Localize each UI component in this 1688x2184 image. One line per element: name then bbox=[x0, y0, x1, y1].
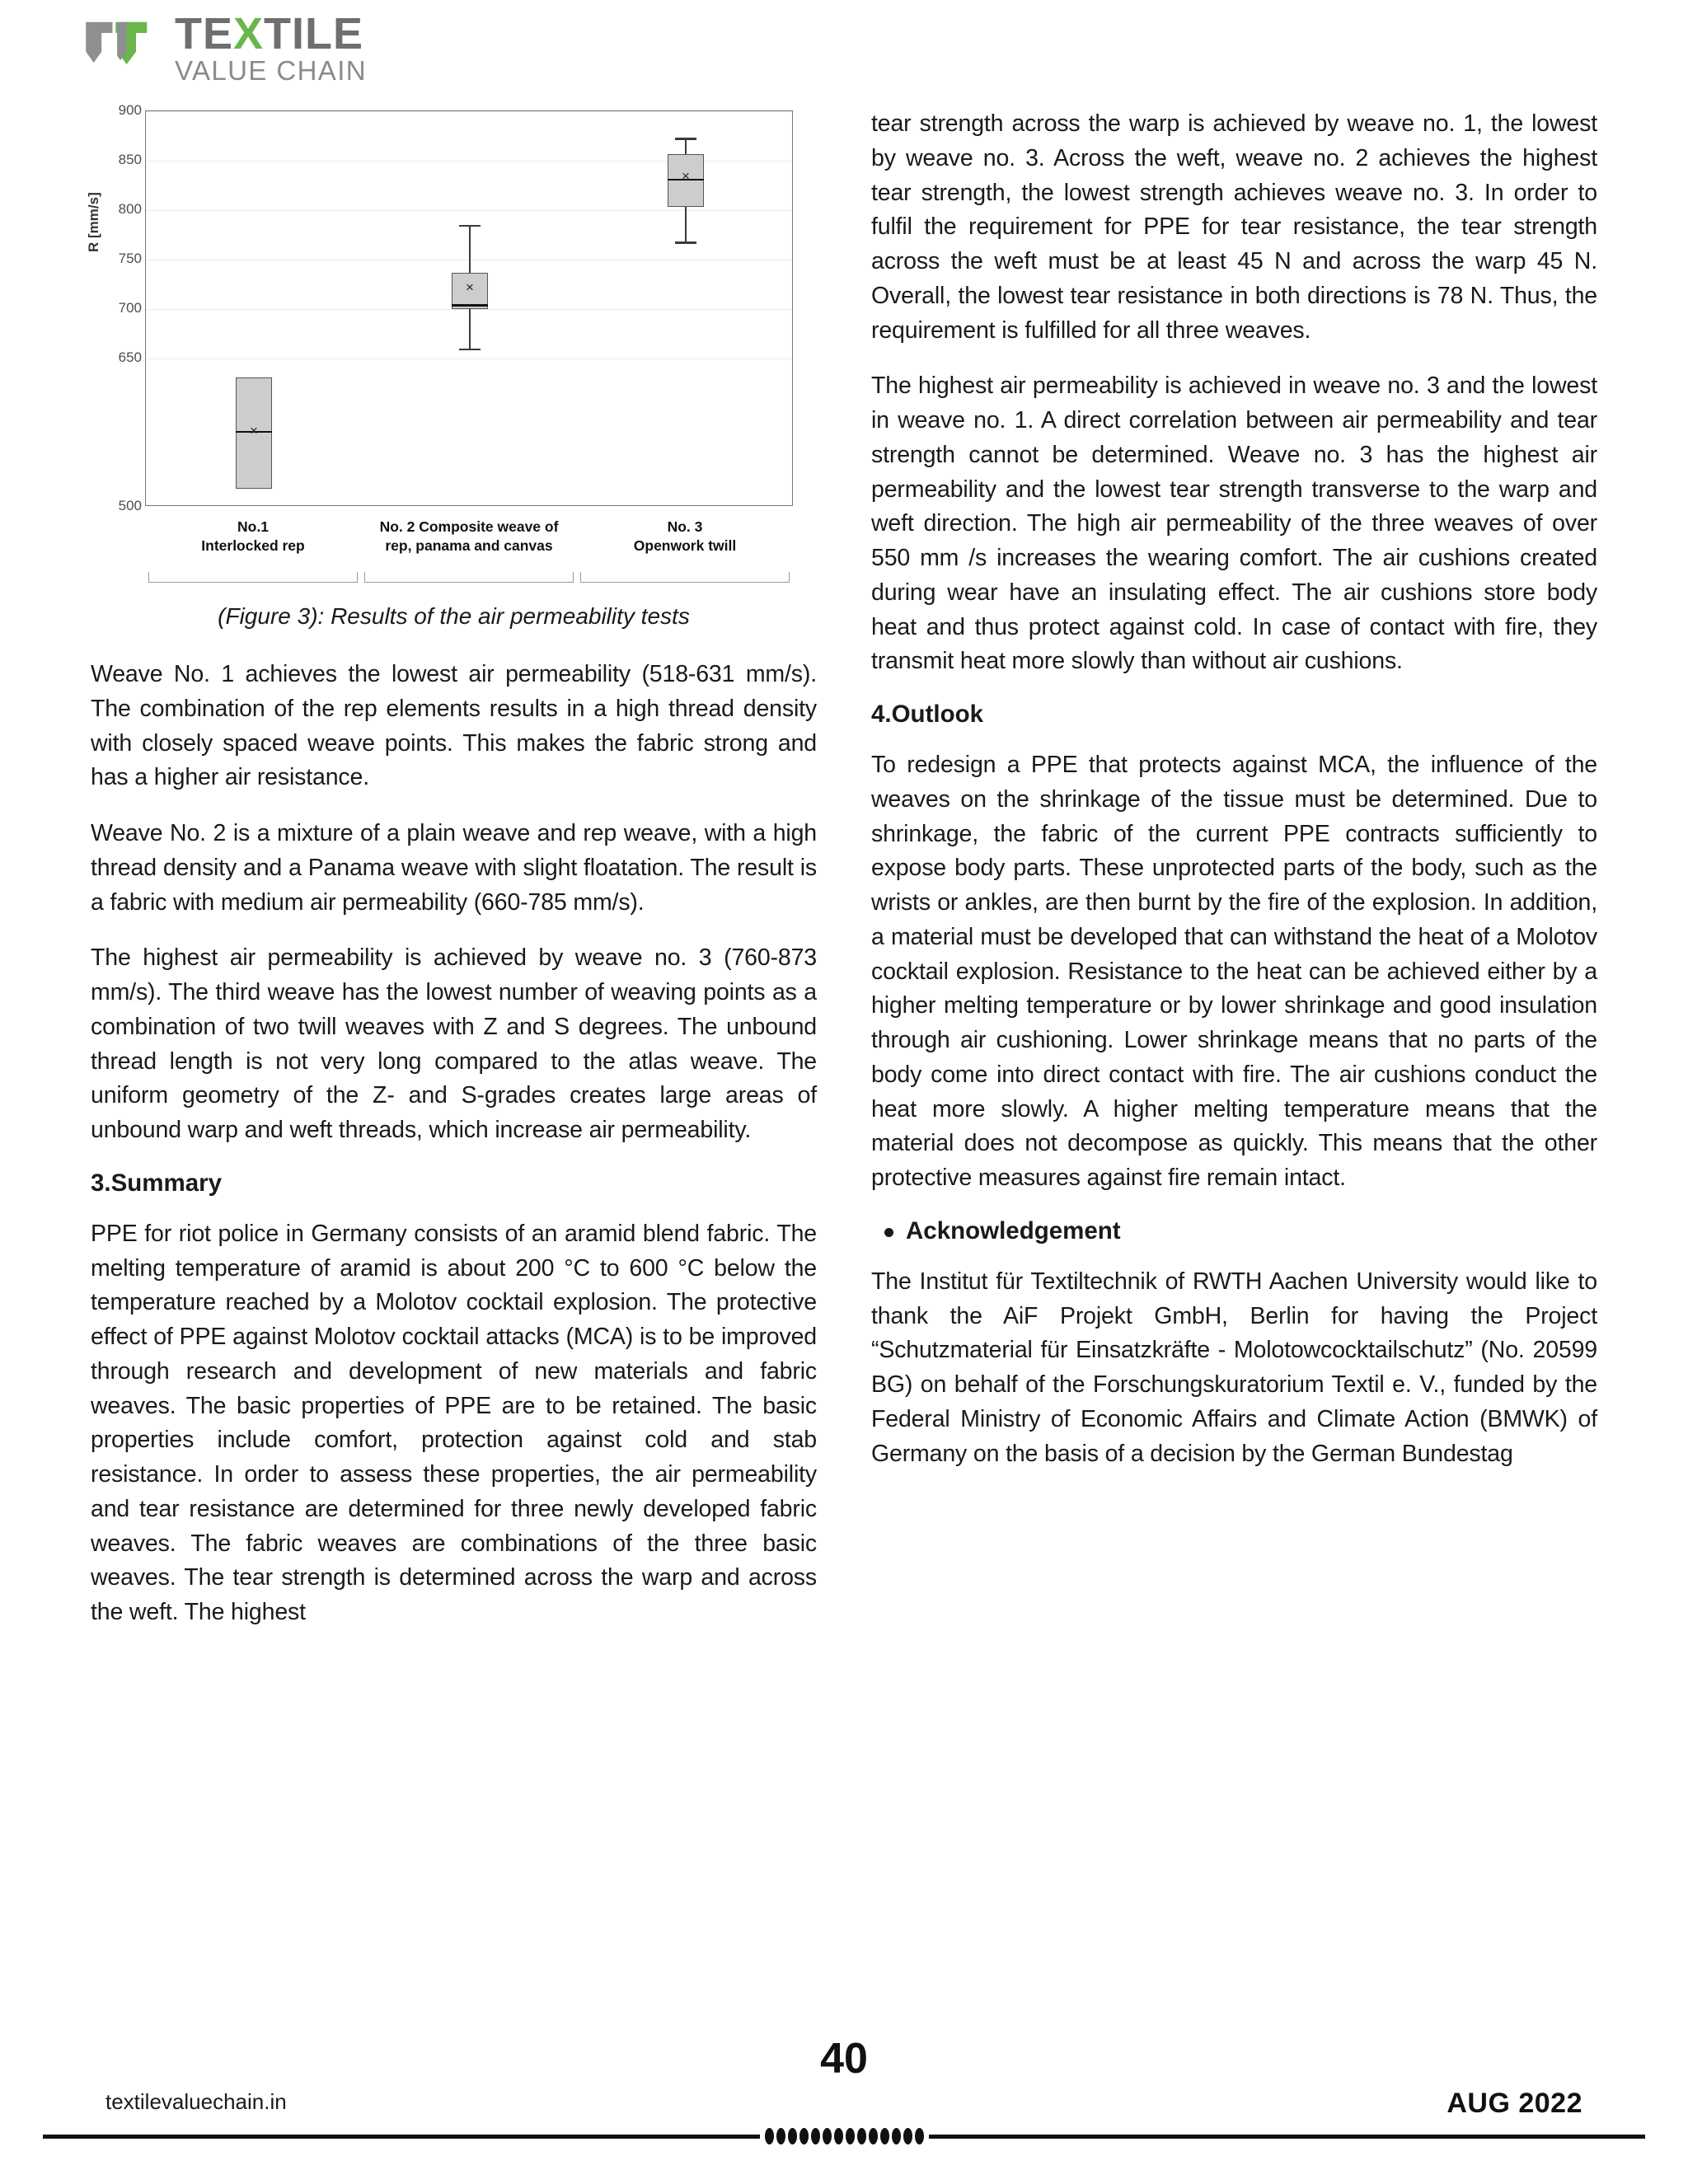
divider-dot bbox=[788, 2128, 797, 2144]
footer-divider-left bbox=[43, 2135, 760, 2139]
heading-acknowledgement-label: Acknowledgement bbox=[906, 1216, 1121, 1244]
chart-category-bracket bbox=[364, 572, 574, 583]
page-footer bbox=[0, 2027, 1688, 2184]
right-column bbox=[871, 107, 1597, 1652]
chart-y-tick-label: 500 bbox=[118, 498, 142, 513]
divider-dot bbox=[857, 2128, 866, 2144]
whisker-cap-upper bbox=[459, 225, 481, 227]
whisker-lower bbox=[685, 207, 687, 241]
paragraph-weave-2: Weave No. 2 is a mixture of a plain weave and rep weave, with a high thread density and a Panama weave with slight floatation. The result is a fabric with medium air permeability (660-785 mm/s). bbox=[91, 820, 817, 916]
divider-dot bbox=[869, 2128, 878, 2144]
paragraph-acknowledgement: The Institut für Textiltechnik of RWTH Aachen University would like to thank the AiF Projekt GmbH, Berlin for having the Project “Schutzmaterial für Einsatzkräfte - Molotowcocktailschutz” (No. 20599 BG) on behalf of the Forschungskuratorium Textil e. V., funded by the Federal Ministry of Economic Affairs and Climate Action (BMWK) of Germany on the basis of a decision by the German Bundestag bbox=[871, 1268, 1597, 1467]
x-label-line-1: No. 2 Composite weave of bbox=[379, 518, 559, 535]
whisker-lower bbox=[469, 309, 471, 349]
divider-dot bbox=[880, 2128, 889, 2144]
mean-marker-icon: × bbox=[682, 168, 690, 185]
chart-y-tick-label: 700 bbox=[118, 300, 142, 316]
tvc-logo-icon bbox=[81, 17, 160, 80]
brand-name-primary bbox=[175, 9, 367, 59]
chart-y-tick-label: 850 bbox=[118, 152, 142, 167]
whisker-cap-upper bbox=[675, 138, 696, 139]
heading-summary: 3.Summary bbox=[91, 1169, 223, 1197]
figure-3 bbox=[86, 102, 817, 630]
chart-category-bracket bbox=[148, 572, 358, 583]
paragraph-summary: PPE for riot police in Germany consists of an aramid blend fabric. The melting temperature of aramid is about 200 °C to 600 °C below the temperature reached by a Molotov cocktail explosion. The protective effect of PPE against Molotov cocktail attacks (MCA) is to be improved through research and development of new materials and fabric weaves. The basic properties of PPE are to be retained. The basic properties include comfort, protection against cold and stab resistance. In order to assess these properties, the air permeability and tear resistance are determined for three newly developed fabric weaves. The fabric weaves are combinations of the three basic weaves. The tear strength is determined across the warp and across the weft. The highest bbox=[91, 1220, 817, 1625]
brand-text-x-accent: X bbox=[233, 9, 265, 59]
divider-dot bbox=[799, 2128, 809, 2144]
left-column bbox=[86, 102, 817, 1652]
heading-acknowledgement bbox=[871, 1217, 1597, 1245]
paragraph-weave-3: The highest air permeability is achieved by weave no. 3 (760-873 mm/s). The third weave has the lowest number of weaving points as a combination of two twill weaves with Z and S degrees. The unbound thread length is not very long compared to the atlas weave. The uniform geometry of the Z- and S-grades creates large areas of unbound warp and weft threads, which increase air permeability. bbox=[91, 944, 817, 1143]
divider-dot bbox=[834, 2128, 843, 2144]
issue-date: AUG 2022 bbox=[1447, 2088, 1582, 2119]
chart-gridline bbox=[146, 210, 792, 211]
air-permeability-boxplot bbox=[86, 102, 806, 585]
paragraph-air-permeability: The highest air permeability is achieved in weave no. 3 and the lowest in weave no. 1. A direct correlation between air permeability and tear strength cannot be determined. Weave no. 3 has the highest air permeability and the lowest tear strength transverse to the warp and weft direction. The high air permeability of the three weaves of over 550 mm /s increases the wearing comfort. The air cushions created during wear have an insulating effect. The air cushions store body heat and thus protect against cold. In case of contact with fire, they transmit heat more slowly than without air cushions. bbox=[871, 373, 1597, 675]
paragraph-outlook: To redesign a PPE that protects against MCA, the influence of the weaves on the shrinkage of the tissue must be determined. Due to shrinkage, the fabric of the current PPE contracts sufficiently to expose body parts. These unprotected parts of the body, such as the wrists or ankles, are then burnt by the fire of the explosion. In addition, a material must be developed that can withstand the heat of a Molotov cocktail explosion. Resistance to the heat can be achieved either by a higher melting temperature or by lower shrinkage and good insulation through air cushioning. Lower shrinkage means that no parts of the body come into direct contact with fire. The air cushions conduct the heat more slowly. A higher melting temperature means that the material does not decompose as quickly. This means that the other protective measures against fire remain intact. bbox=[871, 752, 1597, 1191]
x-label-line-2: rep, panama and canvas bbox=[385, 537, 553, 555]
x-label-line-1: No. 3 bbox=[667, 518, 703, 535]
chart-y-axis-label: R [mm/s] bbox=[86, 192, 101, 252]
divider-dot bbox=[903, 2128, 912, 2144]
whisker-upper bbox=[685, 138, 687, 153]
footer-divider bbox=[43, 2128, 1645, 2144]
chart-y-tick-label: 650 bbox=[118, 349, 142, 365]
x-label-line-1: No.1 bbox=[237, 518, 269, 535]
footer-divider-dots bbox=[760, 2128, 929, 2144]
divider-dot bbox=[765, 2128, 774, 2144]
chart-x-category-label bbox=[150, 518, 356, 555]
divider-dot bbox=[811, 2128, 820, 2144]
paragraph-weave-1: Weave No. 1 achieves the lowest air permeability (518-631 mm/s). The combination of the rep elements results in a high thread density with closely spaced weave points. This makes the fabric strong and has a higher air resistance. bbox=[91, 661, 817, 791]
figure-caption: (Figure 3): Results of the air permeability tests bbox=[218, 603, 690, 629]
x-label-line-2: Openwork twill bbox=[633, 537, 737, 555]
masthead bbox=[81, 9, 368, 86]
divider-dot bbox=[915, 2128, 924, 2144]
heading-outlook: 4.Outlook bbox=[871, 701, 984, 728]
divider-dot bbox=[823, 2128, 832, 2144]
chart-plot-area bbox=[145, 110, 793, 506]
page-number: 40 bbox=[820, 2035, 868, 2083]
chart-y-tick-label: 900 bbox=[118, 102, 142, 118]
site-url: textilevaluechain.in bbox=[106, 2089, 287, 2114]
mean-marker-icon: × bbox=[466, 279, 474, 295]
chart-gridline bbox=[146, 111, 792, 112]
bullet-dot-icon bbox=[884, 1228, 893, 1237]
divider-dot bbox=[776, 2128, 785, 2144]
median-line bbox=[452, 304, 488, 307]
mean-marker-icon: × bbox=[250, 422, 258, 438]
divider-dot bbox=[846, 2128, 855, 2144]
x-label-line-2: Interlocked rep bbox=[201, 537, 305, 555]
footer-divider-right bbox=[929, 2135, 1646, 2139]
whisker-upper bbox=[469, 225, 471, 273]
chart-x-category-label bbox=[582, 518, 788, 555]
chart-y-tick-label: 750 bbox=[118, 251, 142, 266]
chart-x-category-label bbox=[366, 518, 572, 555]
chart-y-tick-label: 800 bbox=[118, 201, 142, 217]
page-content bbox=[0, 102, 1688, 1652]
paragraph-tear-strength: tear strength across the warp is achieved by weave no. 1, the lowest by weave no. 3. Across the weft, weave no. 2 achieves the highest tear strength, the lowest strength achieves weave no. 3. In order to fulfil the requirement for PPE for tear resistance, the tear strength across the weft must be at least 45 N and across the warp 45 N. Overall, the lowest tear resistance in both directions is 78 N. Thus, the requirement is fulfilled for all three weaves. bbox=[871, 110, 1597, 344]
divider-dot bbox=[892, 2128, 901, 2144]
whisker-cap-lower bbox=[675, 241, 696, 243]
chart-category-bracket bbox=[580, 572, 790, 583]
brand-name-secondary: VALUE CHAIN bbox=[175, 54, 368, 86]
brand-text-tile: TILE bbox=[264, 9, 364, 59]
whisker-cap-lower bbox=[459, 349, 481, 350]
brand-text-te: TE bbox=[175, 9, 234, 59]
chart-x-axis-labels bbox=[145, 513, 793, 582]
